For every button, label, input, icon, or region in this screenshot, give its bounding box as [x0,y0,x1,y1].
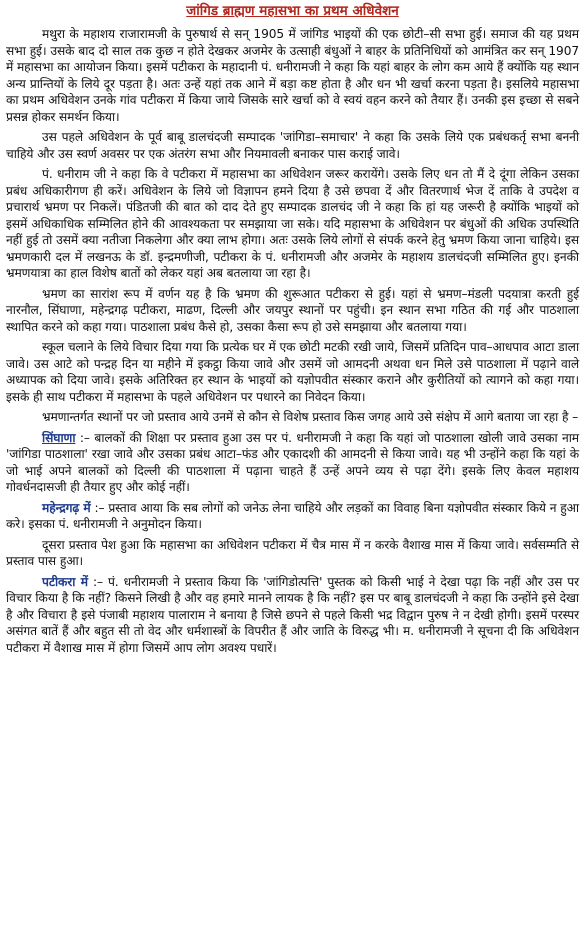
paragraph-2 [6,129,579,162]
paragraph-3 [6,166,579,282]
paragraph-5 [6,339,579,405]
paragraph-text: पं. धनीराम जी ने कहा कि वे पटीकरा में महासभा का अधिवेशन जरूर करायेंगे। उसके लिए धन तो मैं दे दूंगा लेकिन उसका प्रबंध अधिकारीगण ही करें। अधिवेशन के लिये जो विज्ञापन हमने दिया है उसे छपवा दें और वितरणार्थ भेज दें ताकि वे उपदेश व प्रचारार्थ भ्रमण पर निकलें। पंडितजी की बात को दाद देते हुए सम्पादक डालचंद जी ने कहा कि हां यह जरूरी है क्योंकि भाइयों को इसमें अधिकाधिक सम्मिलित होने की आवश्यकता पर समझाया जा सके। यदि महासभा के अधिवेशन पर बंधुओं की अधिक उपस्थिति नहीं हुई तो उसमें क्या नतीजा निकलेगा और क्या लाभ होगा। अतः उसके लिये लोगों से संपर्क करने हेतु भ्रमण किया जाना चाहिये। इस भ्रमणकारी दल में लखनऊ के डॉ. इन्द्रमणीजी, पटीकरा के पं. धनीरामजी और अजमेर के महाशय डालचंदजी सम्मिलित हुए। इनकी भ्रमणयात्रा का हाल विशेष बातों को लेकर यहां अब बतलाया जा रहा है। [6,167,579,280]
paragraph-1 [6,26,579,125]
place-label-patikara: पटीकरा में [42,574,88,589]
paragraph-text: उस पहले अधिवेशन के पूर्व बाबू डालचंदजी सम्पादक 'जांगिडा–समाचार' ने कहा कि उसके लिये एक प्रबंधकर्तृ सभा बननी चाहिये और उस स्वर्ण अवसर पर एक अंतरंग सभा और नियमावली बनाकर पास कराई जावे। [6,130,579,161]
paragraph-4 [6,286,579,336]
paragraph-6 [6,409,579,426]
paragraph-text: दूसरा प्रस्ताव पेश हुआ कि महासभा का अधिवेशन पटीकरा में चैत्र मास में न करके वैशाख मास में किया जावे। सर्वसम्मति से प्रस्ताव पास हुआ। [6,537,579,568]
paragraph-text: मथुरा के महाशय राजारामजी के पुरुषार्थ से सन् 1905 में जांगिड भाइयों की एक छोटी–सी सभा हुई। समाज की यह प्रथम सभा हुई। उसके बाद दो साल तक कुछ न होते देखकर अजमेर के उत्साही बंधुओं ने बाहर के प्रतिनिधियों को आमंत्रित कर सन् 1907 में महासभा का आयोजन किया। इसमें पटीकरा के महादानी पं. धनीरामजी ने कहा कि यहां बाहर के लोग कम आये हैं क्योंकि यह स्थान अन्य प्रान्तियों के लिये दूर पड़ता है। अतः उन्हें यहां तक आने में बड़ा कष्ट होता है और धन भी खर्चा करना पड़ता है। इसलिये महासभा का प्रथम अधिवेशन उनके गांव पटीकरा में किया जाये जिसके सारे खर्चा को वे स्वयं वहन करने को तैयार हैं। उनकी इस इच्छा से सबने प्रसन्न होकर समर्थन किया। [6,27,579,124]
paragraph-text: भ्रमण का सारांश रूप में वर्णन यह है कि भ्रमण की शुरूआत पटीकरा से हुई। यहां से भ्रमण–मंडली पदयात्रा करती हुई नारनौल, सिंघाणा, महेन्द्रगढ़ पटीकरा, माढण, दिल्ली और जयपुर स्थानों पर पहुंची। इन स्थान सभा गठित की गई और पाठशाला स्थापित करने को कहा गया। पाठशाला प्रबंध कैसे हो, उसका कैसा रूप हो उसे समझाया और बतलाया गया। [6,286,579,334]
paragraph-text: स्कूल चलाने के लिये विचार दिया गया कि प्रत्येक घर में एक छोटी मटकी रखी जाये, जिसमें प्रतिदिन पाव–आधपाव आटा डाला जावे। उस आटे को पन्द्रह दिन या महीने में इकट्ठा किया जावे और उसमें जो आमदनी अथवा धन मिले उसे पाठशाला में पढ़ाने वाले अध्यापक को दिया जावे। इसके अतिरिक्त हर स्थान के भाइयों को यज्ञोपवीत संस्कार कराने और कुरीतियों को त्यागने को कहा गया। इसके ही साथ पटीकरा में महासभा के पहले अधिवेशन पर पधारने का निवेदन किया। [6,340,579,404]
place-label-mahendragarh: महेन्द्रगढ़ में [42,500,91,515]
paragraph-patikara [6,574,579,657]
paragraph-text: :– पं. धनीरामजी ने प्रस्ताव किया कि 'जांगिडोत्पत्ति' पुस्तक को किसी भाई ने देखा पढ़ा कि नहीं और उस पर विचार किया है कि नहीं? किसने लिखी है और वह हमारे मानने लायक है कि नहीं? इस पर बाबू डालचंदजी ने कहा कि उन्होंने इसे देखा है और विचारा है इसे पंजाबी महाशय पालाराम ने बनाया है जिसे छपने से पहले किसी भद्र विद्वान पुरुष ने न देखी होगी। इसमें परस्पर असंगत बातें हैं और बहुत सी तो वेद और धर्मशास्त्रों के विपरीत हैं और जाति के विरुद्ध भी। म. धनीरामजी ने सूचना दी कि अधिवेशन पटीकरा में वैशाख मास में होगा जिसमें आप लोग अवश्य पधारें। [6,574,580,655]
paragraph-mahendragarh [6,500,579,533]
paragraph-text: :– प्रस्ताव आया कि सब लोगों को जनेऊ लेना चाहिये और लड़कों का विवाह बिना यज्ञोपवीत संस्कार किये न हुआ करे। इसका पं. धनीरामजी ने अनुमोदन किया। [6,500,579,531]
paragraph-text: :– बालकों की शिक्षा पर प्रस्ताव हुआ उस पर पं. धनीरामजी ने कहा कि यहां जो पाठशाला खोली जावे उसका नाम 'जांगिडा पाठशाला' रखा जावे और उसका प्रबंध आटा–फंड और एकादशी की आमदनी से किया जावे। यह भी उन्होंने कहा कि यहां के जो भाई अपने बालकों को दिल्ली की पाठशाला में पढ़ाना चाहते हैं उन्हें अपने व्यय से पढ़ा देंगे। इसके लिए केवल महाशय गोवर्धनदासजी ही तैयार हुए और कोई नहीं। [6,430,579,494]
paragraph-text: भ्रमणान्तर्गत स्थानों पर जो प्रस्ताव आये उनमें से कौन से विशेष प्रस्ताव किस जगह आये उसे संक्षेप में आगे बताया जा रहा है – [42,410,579,424]
place-label-singhana: सिंघाणा [42,430,76,445]
page-title: जांगिड ब्राह्मण महासभा का प्रथम अधिवेशन [186,3,399,19]
paragraph-singhana [6,430,579,496]
paragraph-9 [6,537,579,570]
